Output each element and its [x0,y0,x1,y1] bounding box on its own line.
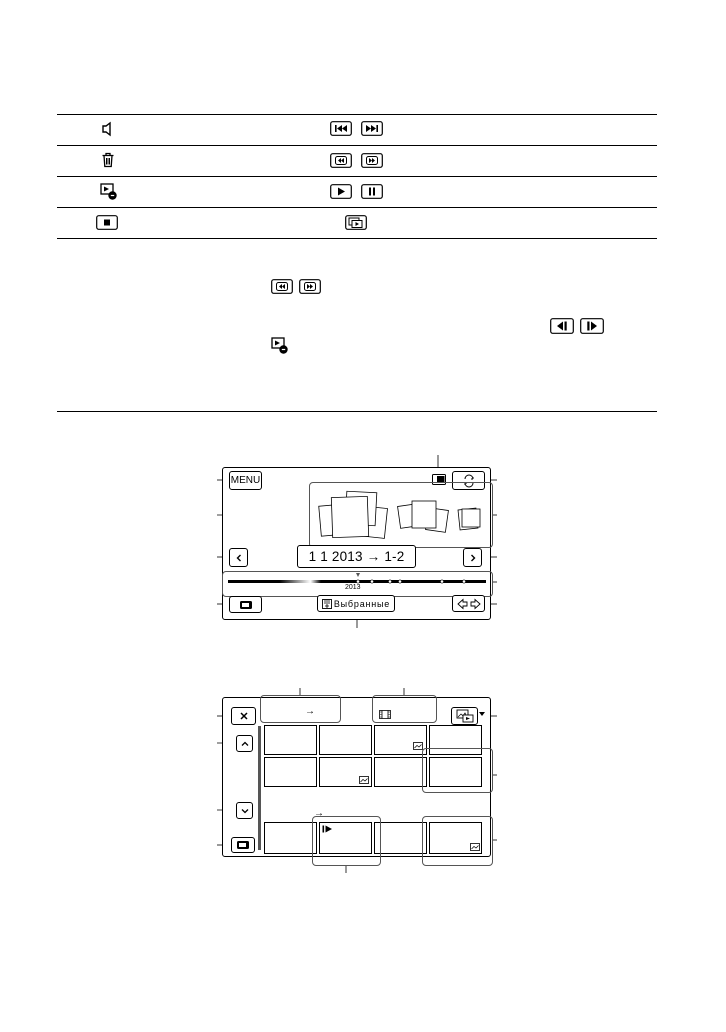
next-event-arrow: → [314,808,324,819]
image-type-button[interactable] [451,707,478,725]
scrollbar[interactable] [258,726,261,850]
scroll-down-button[interactable] [236,802,253,819]
close-icon [239,711,249,721]
photo-movie-icon [456,709,474,723]
thumbnail[interactable] [319,725,372,755]
scroll-up-button[interactable] [236,735,253,752]
thumbnail[interactable] [374,822,427,854]
event-date-label: 1 1 2013 → 1-2 [308,549,405,564]
film-icon [379,710,391,719]
chevron-up-icon [240,739,250,749]
highlight-label: Выбранные [333,598,391,609]
event-title-callout [260,695,341,723]
thumbnail[interactable] [374,757,427,787]
dropdown-arrow-icon[interactable] [479,711,485,717]
thumbnail[interactable] [264,725,317,755]
photo-icon [413,742,423,750]
menu-label: MENU [230,475,261,486]
thumbnail[interactable] [264,757,317,787]
photo-icon [359,776,369,784]
timeline-year-label: 2013 [345,584,361,591]
last-played-callout [312,816,381,866]
chevron-down-icon [240,806,250,816]
thumbnail[interactable] [264,822,317,854]
event-title-arrow: → [305,706,315,717]
close-button[interactable] [231,707,256,725]
photo-callout [422,816,493,866]
photo-thumbnails-callout [422,748,493,793]
thumbnail[interactable] [374,725,427,755]
recording-mode-button[interactable] [231,837,255,853]
camera-icon [236,840,250,850]
